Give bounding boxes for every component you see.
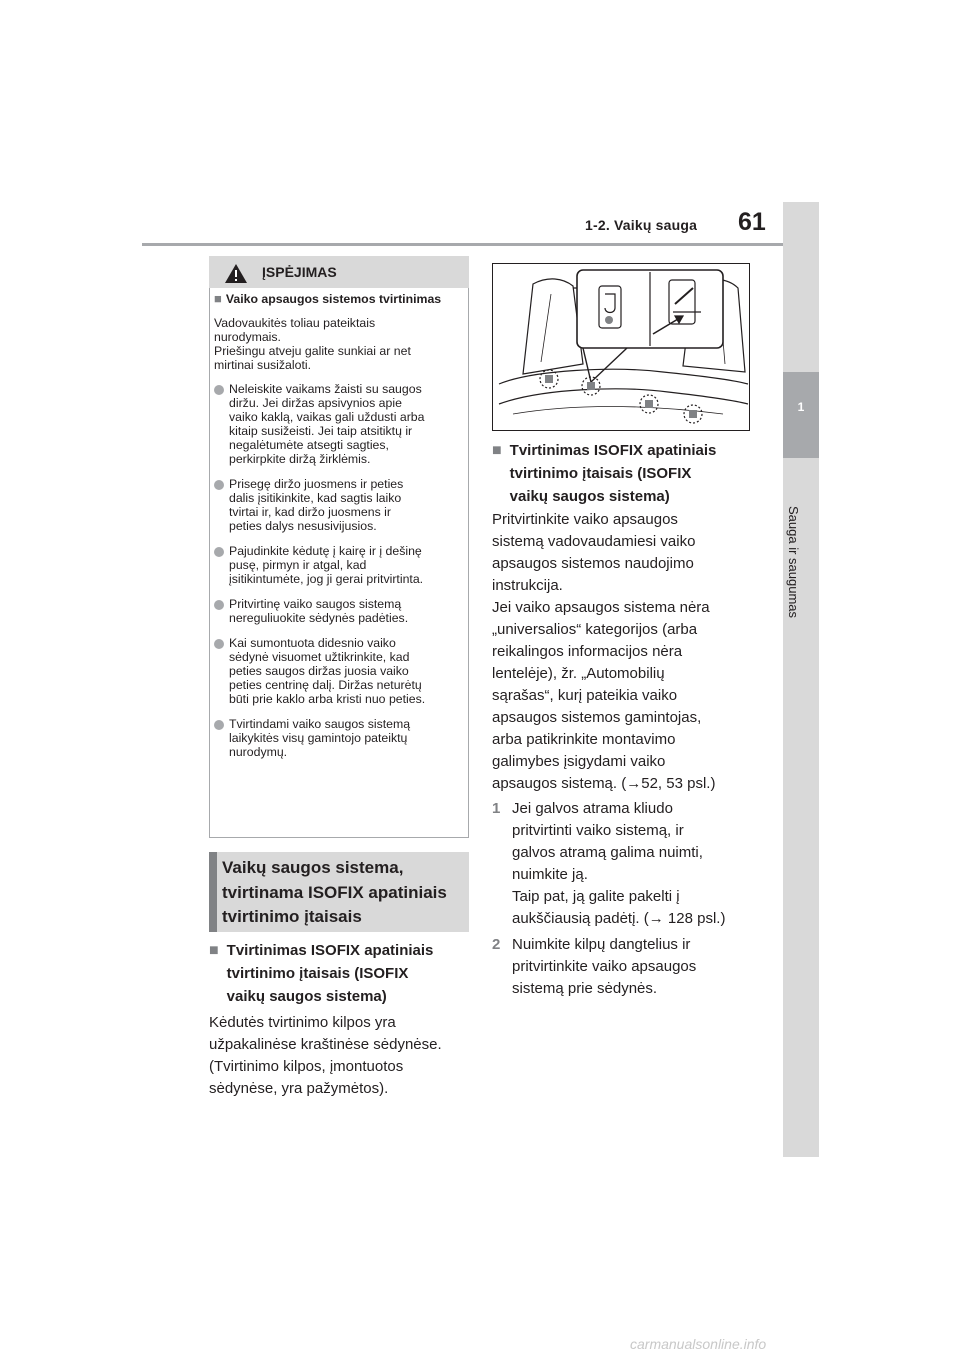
- body-line: reikalingos informacijos nėra: [492, 643, 683, 660]
- warning-title: ĮSPĖJIMAS: [262, 264, 337, 280]
- warning-intro-line: nurodymais.: [214, 330, 281, 344]
- right-body: [492, 509, 762, 795]
- bullet-line: dalis įsitikinkite, kad sagtis laiko: [229, 491, 402, 505]
- bullet-line: kitaip susižeisti. Jei taip atsitiktų ir: [229, 424, 413, 438]
- step-2: [492, 934, 762, 1000]
- bullet-line: įsitikintumėte, jog ji gerai pritvirtinta.: [229, 572, 424, 586]
- header-rule: [142, 243, 784, 246]
- bullet-line: Prisegę diržo juosmens ir peties: [229, 477, 404, 491]
- warning-bullet: [214, 544, 466, 586]
- step-line: nuimkite ją.: [512, 866, 588, 883]
- left-body: [209, 1012, 471, 1100]
- chapter-label: Sauga ir saugumas: [786, 506, 801, 619]
- bullet-line: tvirtai ir, kad diržo juosmens ir: [229, 505, 391, 519]
- body-line: galimybes įsigydami vaiko: [492, 753, 666, 770]
- bullet-line: peties dalys nesusivijusios.: [229, 519, 377, 533]
- warning-intro-line: mirtinai susižaloti.: [214, 358, 312, 372]
- body-line: sėdynėse, yra pažymėtos).: [209, 1080, 389, 1097]
- step-line: Jei galvos atrama kliudo: [512, 800, 673, 817]
- section-heading-line: tvirtinama ISOFIX apatiniais: [222, 882, 447, 902]
- step-number: 1: [492, 800, 501, 817]
- bullet-line: negalėtumėte atsegti sagties,: [229, 438, 389, 452]
- body-line: Pritvirtinkite vaiko apsaugos: [492, 511, 678, 528]
- section-heading-bar: [209, 852, 217, 932]
- bullet-line: vaiko kaklą, vaikas gali uždusti arba: [229, 410, 425, 424]
- step-line: sistemą prie sėdynės.: [512, 980, 658, 997]
- body-line: lentelėje), žr. „Automobilių: [492, 665, 665, 682]
- body-line: sąrašas“, kurį pateikia vaiko: [492, 687, 678, 704]
- bullet-dot-icon: [214, 639, 224, 649]
- section-heading: [222, 856, 466, 930]
- step-line[interactable]: aukščiausią padėtį. (→ 128 psl.): [512, 910, 726, 927]
- warning-intro-line: Vadovaukitės toliau pateiktais: [214, 316, 376, 330]
- step-number: 2: [492, 936, 501, 953]
- bullet-line: pusę, pirmyn ir atgal, kad: [229, 558, 367, 572]
- body-line: „universalios“ kategorijos (arba: [492, 621, 698, 638]
- right-subheading: [492, 439, 762, 508]
- square-bullet-icon: ■: [492, 442, 502, 459]
- section-heading-line: tvirtinimo įtaisais: [222, 907, 362, 926]
- bullet-line: peties saugos diržas juosia vaiko: [229, 664, 409, 678]
- body-line: Jei vaiko apsaugos sistema nėra: [492, 599, 710, 616]
- warning-intro: [214, 316, 466, 372]
- warning-subheading-text: Vaiko apsaugos sistemos tvirtinimas: [225, 292, 442, 306]
- bullet-line: nereguliuokite sėdynės padėties.: [229, 611, 409, 625]
- body-line: užpakalinėse kraštinėse sėdynėse.: [209, 1036, 442, 1053]
- step-line: Nuimkite kilpų dangtelius ir: [512, 936, 691, 953]
- body-line: instrukcija.: [492, 577, 563, 594]
- bullet-line: Pritvirtinę vaiko saugos sistemą: [229, 597, 402, 611]
- body-line: apsaugos sistemos gamintojas,: [492, 709, 702, 726]
- warning-intro-line: Priešingu atveju galite sunkiai ar net: [214, 344, 411, 358]
- body-line[interactable]: apsaugos sistemą. (→52, 53 psl.): [492, 775, 716, 792]
- section-title: 1-2. Vaikų sauga: [585, 217, 698, 233]
- step-line: pritvirtinti vaiko sistemą, ir: [512, 822, 684, 839]
- step-line: galvos atramą galima nuimti,: [512, 844, 703, 861]
- bullet-dot-icon: [214, 480, 224, 490]
- page-number: 61: [738, 208, 766, 236]
- bullet-dot-icon: [214, 547, 224, 557]
- step-line: pritvirtinkite vaiko apsaugos: [512, 958, 697, 975]
- subheading-line: Tvirtinimas ISOFIX apatiniais: [226, 942, 434, 959]
- bullet-dot-icon: [214, 385, 224, 395]
- warning-bullet: [214, 597, 466, 625]
- subheading-line: vaikų saugos sistema): [509, 488, 670, 505]
- side-tab: [783, 202, 819, 1157]
- body-line: (Tvirtinimo kilpos, įmontuotos: [209, 1058, 404, 1075]
- warning-bullet: [214, 717, 466, 759]
- bullet-line: diržu. Jei diržas apsivynios apie: [229, 396, 402, 410]
- bullet-line: būti prie kaklo arba kristi nuo peties.: [229, 692, 426, 706]
- body-line: arba patikrinkite montavimo: [492, 731, 676, 748]
- chapter-tab[interactable]: [783, 372, 819, 458]
- square-bullet-icon: ■: [214, 291, 222, 306]
- bullet-line: perkirpkite diržą žirklėmis.: [229, 452, 371, 466]
- step-line: Taip pat, ją galite pakelti į: [512, 888, 680, 905]
- subheading-line: vaikų saugos sistema): [226, 988, 387, 1005]
- body-line: sistemą vadovaudamiesi vaiko: [492, 533, 696, 550]
- bullet-line: sėdynė visuomet užtikrinkite, kad: [229, 650, 410, 664]
- body-line: apsaugos sistemos naudojimo: [492, 555, 694, 572]
- bullet-line: peties centrinę dalį. Diržas neturėtų: [229, 678, 422, 692]
- bullet-line: nurodymų.: [229, 745, 288, 759]
- body-line: Kėdutės tvirtinimo kilpos yra: [209, 1014, 396, 1031]
- warning-header: [209, 256, 469, 288]
- bullet-line: Neleiskite vaikams žaisti su saugos: [229, 382, 422, 396]
- warning-bullet: [214, 477, 466, 533]
- bullet-line: Kai sumontuota didesnio vaiko: [229, 636, 396, 650]
- bullet-line: Tvirtindami vaiko saugos sistemą: [229, 717, 411, 731]
- chapter-number: 1: [797, 400, 805, 414]
- section-heading-line: Vaikų saugos sistema,: [222, 858, 404, 877]
- step-1: [492, 798, 762, 930]
- watermark: carmanualsonline.info: [630, 1336, 767, 1352]
- left-subheading: [209, 939, 471, 1008]
- warning-subheading: [214, 292, 466, 306]
- bullet-dot-icon: [214, 600, 224, 610]
- subheading-line: tvirtinimo įtaisais (ISOFIX: [226, 965, 409, 982]
- warning-content: [214, 292, 466, 770]
- isofix-seat-illustration: [492, 263, 750, 431]
- bullet-line: laikykitės visų gamintojo pateiktų: [229, 731, 408, 745]
- square-bullet-icon: ■: [209, 942, 219, 959]
- warning-bullet: [214, 636, 466, 706]
- bullet-dot-icon: [214, 720, 224, 730]
- subheading-line: tvirtinimo įtaisais (ISOFIX: [509, 465, 692, 482]
- subheading-line: Tvirtinimas ISOFIX apatiniais: [509, 442, 717, 459]
- bullet-line: Pajudinkite kėdutę į kairę ir į dešinę: [229, 544, 422, 558]
- warning-bullet: [214, 382, 466, 466]
- warning-triangle-icon: [224, 263, 248, 284]
